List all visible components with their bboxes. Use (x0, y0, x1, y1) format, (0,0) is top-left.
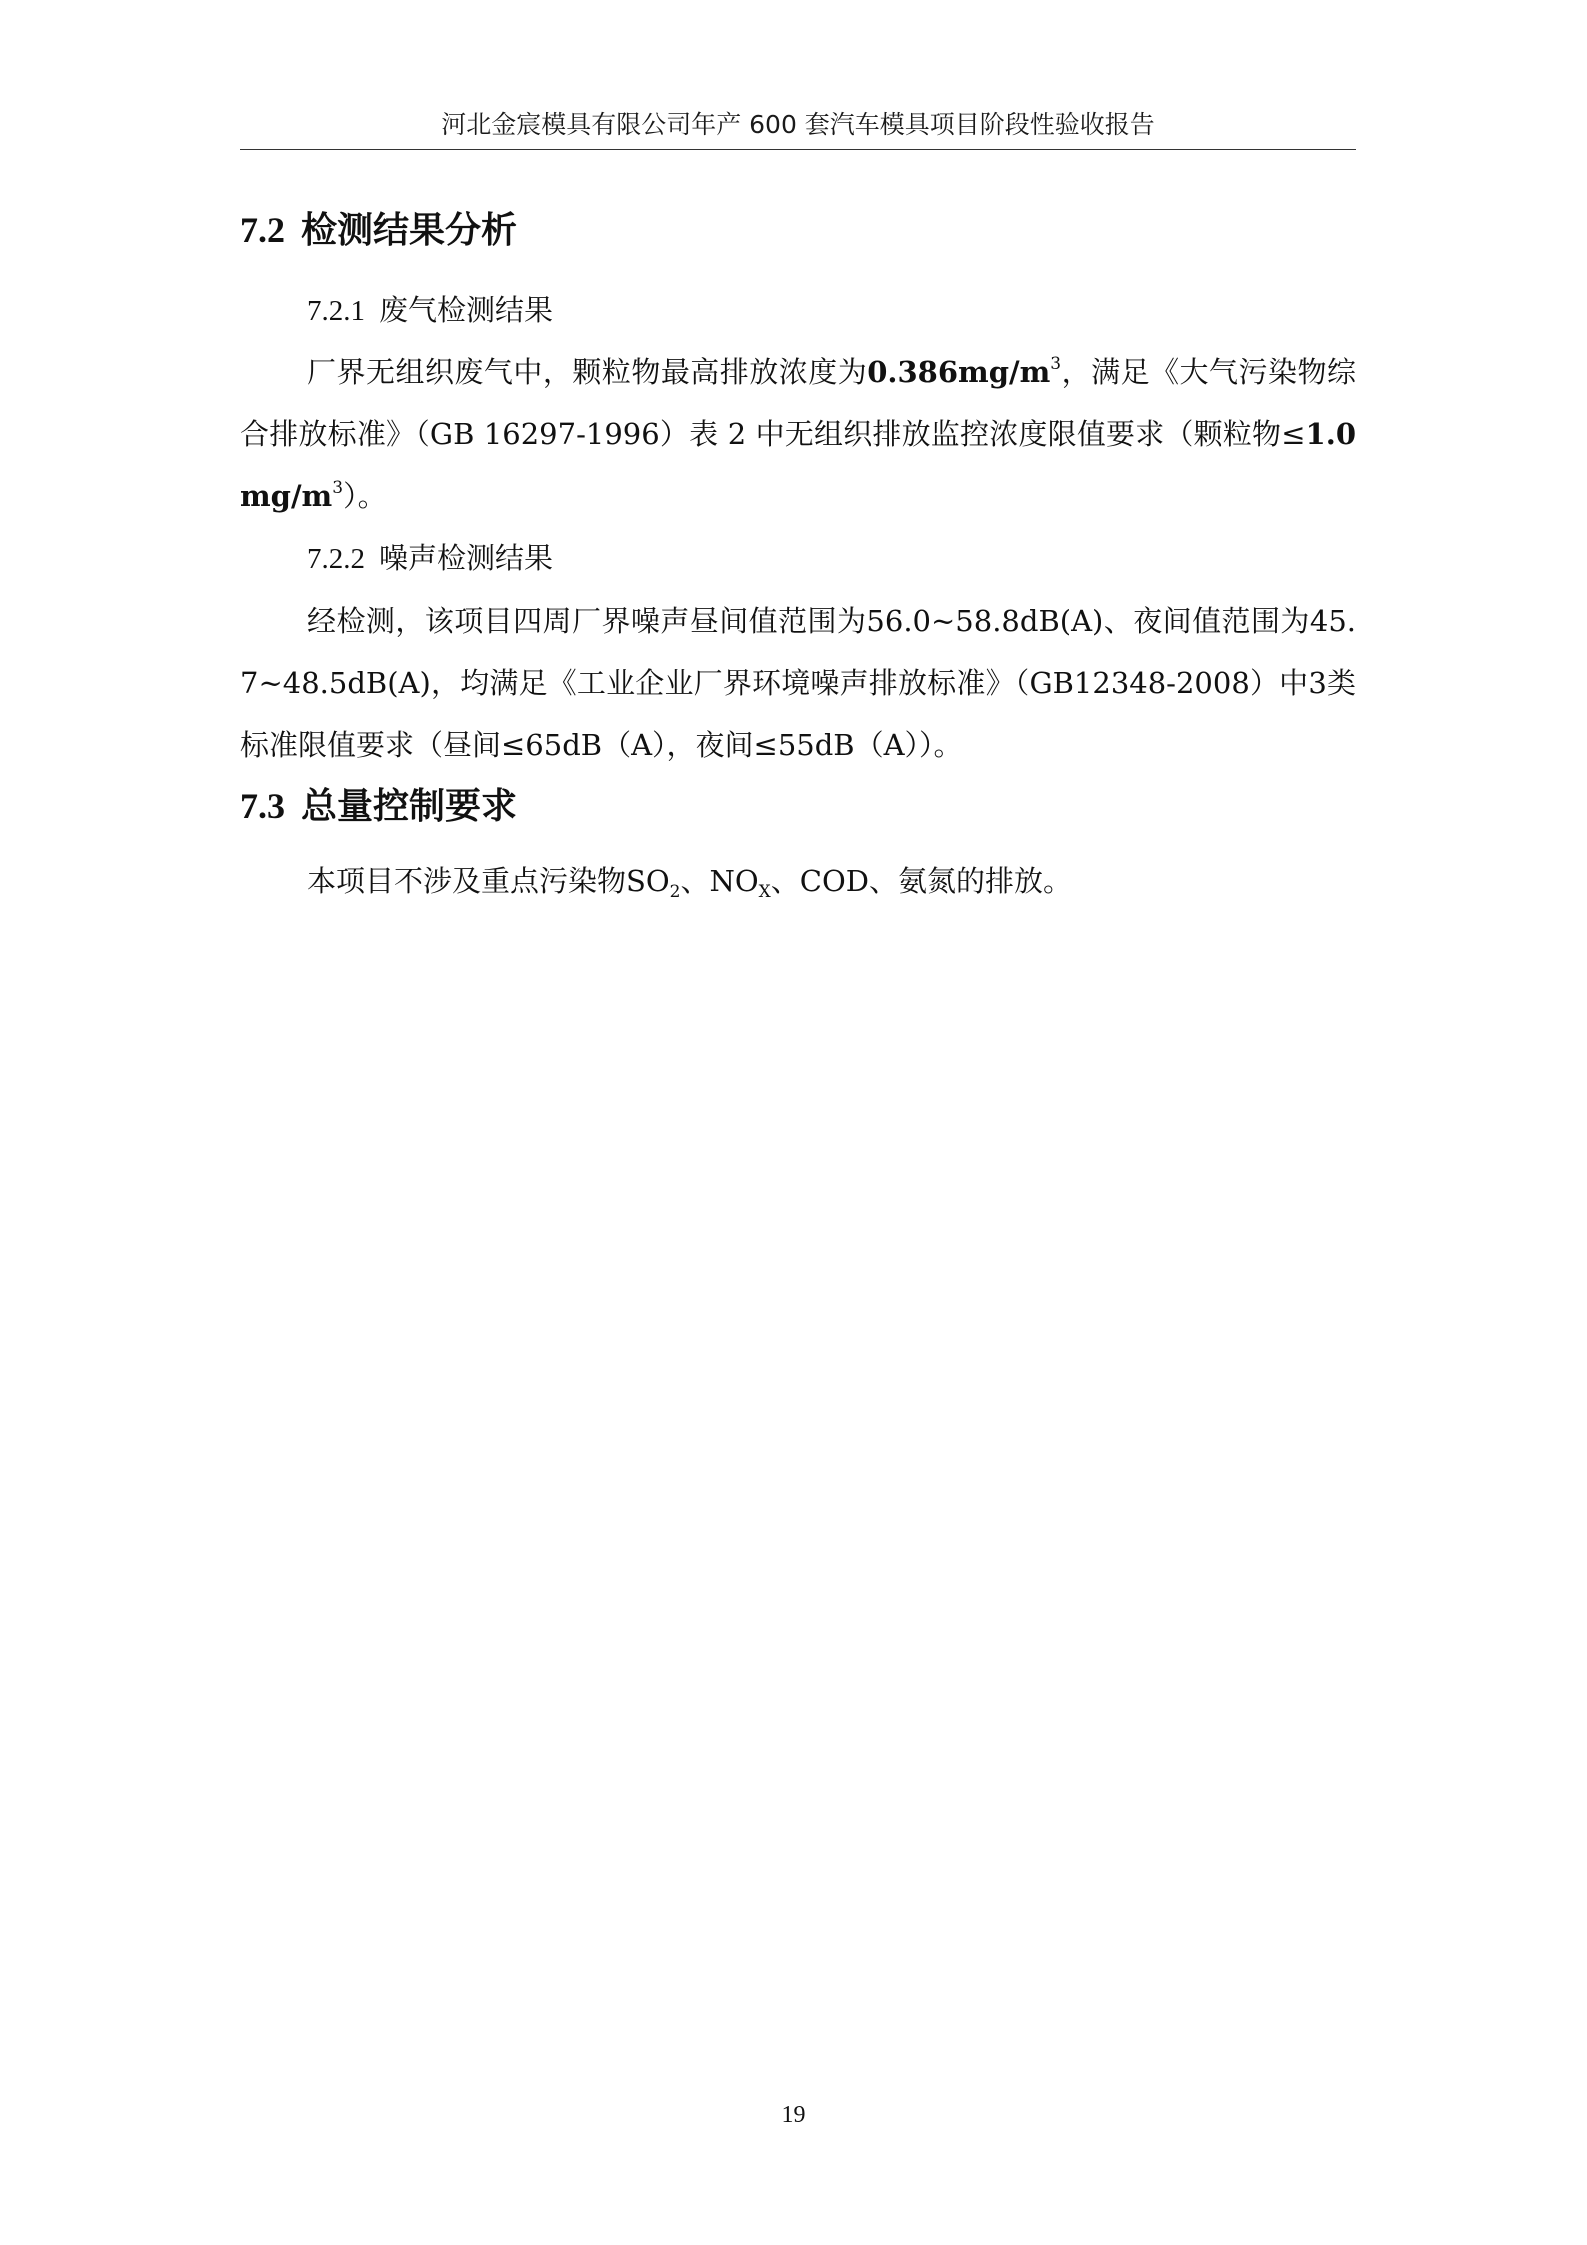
exhaust-gas-paragraph (240, 341, 1356, 527)
section-heading-7-2 (240, 206, 517, 255)
subsection-title: 噪声检测结果 (379, 541, 554, 575)
superscript: 3 (1050, 354, 1062, 374)
paragraph-text: ，满足《大气污染物综合排放标准》（GB 16297-1996）表 2 中无组织排放监控浓度限值要求（颗粒物≤ (240, 355, 1356, 451)
page-number: 19 (781, 2102, 806, 2128)
paragraph-text: 、NO (680, 864, 759, 898)
paragraph-text: 、COD、氨氮的排放。 (770, 864, 1072, 898)
subsection-heading-7-2-2 (307, 534, 553, 583)
noise-paragraph: 经检测，该项目四周厂界噪声昼间值范围为56.0~58.8dB(A)、夜间值范围为45.7~48.5dB(A)，均满足《工业企业厂界环境噪声排放标准》（GB12348-2008）中3类标准限值要求（昼间≤65dB（A），夜间≤55dB（A））。 (240, 604, 1356, 762)
total-control-paragraph (240, 850, 1356, 912)
particulate-limit: 1.0mg/m (240, 417, 1356, 513)
subsection-number: 7.2.2 (307, 543, 365, 575)
subsection-heading-7-2-1 (307, 286, 553, 335)
subsection-title: 废气检测结果 (379, 293, 554, 327)
subscript: X (758, 882, 771, 902)
section-heading-7-3 (240, 782, 517, 831)
subscript: 2 (669, 882, 681, 902)
paragraph-text: ）。 (343, 479, 387, 513)
paragraph-text: 厂界无组织废气中，颗粒物最高排放浓度为 (307, 355, 868, 389)
section-title: 总量控制要求 (301, 786, 518, 827)
paragraph-text: 本项目不涉及重点污染物SO (307, 864, 670, 898)
superscript: 3 (332, 478, 344, 498)
section-number: 7.3 (240, 786, 285, 826)
particulate-value: 0.386mg/m (867, 355, 1051, 389)
header-rule (240, 149, 1356, 150)
section-number: 7.2 (240, 210, 285, 250)
running-header: 河北金宸模具有限公司年产 600 套汽车模具项目阶段性验收报告 (441, 110, 1155, 139)
section-title: 检测结果分析 (301, 210, 518, 251)
subsection-number: 7.2.1 (307, 295, 365, 327)
